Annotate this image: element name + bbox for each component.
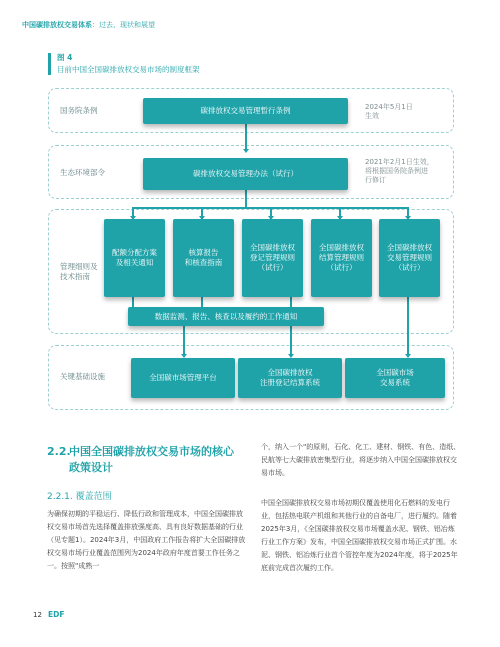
running-header [22,20,155,30]
allocation-plan-box: 配额分配方案 及相关通知 [104,219,165,297]
figure-caption: 目前中国全国碳排放权交易市场的制度框架 [57,65,200,74]
body-paragraph-right-2: 中国全国碳排放权交易市场初期仅覆盖使用化石燃料的发电行业，包括热电联产机组和其他行业的自备电厂，进行履约。随着2025年3月，《全国碳排放权交易市场覆盖水泥、钢铁、铝冶炼行业工作方案》发布，中国全国碳排放权交易市场正式扩围。水泥、钢铁、铝冶炼行业首个管控年度为2024年度，将于2025年底前完成首次履约工作。 [261,499,458,572]
subsection-heading: 2.2.1. 覆盖范围 [47,492,112,502]
figure-accent-bar [48,53,51,75]
section-title-line2: 政策设计 [69,461,113,474]
accounting-verification-box: 核算报告 和核查指南 [173,219,234,297]
body-paragraph-right-1: 个，纳入一个"的原则，石化、化工、建材、钢铁、有色、造纸、民航等七大碳排放密集型行业，将逐步纳入中国全国碳排放权交易市场。 [261,443,461,477]
regulation-effective-note: 2024年5月1日 生效 [365,103,413,120]
trading-rules-box: 全国碳排放权 交易管理规则 （试行） [379,219,440,297]
section-heading [47,444,257,476]
figure-label: 图 4 [57,53,73,62]
monitoring-notice-box: 数据监测、报告、核查以及履约的工作通知 [128,307,324,326]
row-label-infrastructure: 关键基础设施 [60,372,105,381]
section-number: 2.2. [47,445,71,458]
section-title-line1: 中国全国碳排放权交易市场的核心 [69,445,234,458]
connector-allocation-to-monitoring [132,297,134,307]
connector-monitoring-to-platform [183,326,185,356]
trading-system-box: 全国碳市场 交易系统 [345,358,445,398]
administrative-measures-note: 2021年2月1日生效， 将根据国务院条例进 行修订 [365,158,434,184]
connector-trading-to-trading-system [407,297,409,356]
row-label-state-council: 国务院条例 [60,106,98,115]
running-header-rest: ：过去、现状和展望 [92,21,155,29]
brand-logo: EDF [48,610,65,619]
connector-accounting-to-monitoring [201,297,203,307]
running-header-bold: 中国碳排放权交易体系 [22,21,92,29]
connector-rules-to-registry-system [290,297,292,356]
body-paragraph-left: 为确保初期的平稳运行、降低行政和管理成本，中国全国碳排放权交易市场首先选择覆盖排放强度高、具有良好数据基础的行业（见专题1）。2024年3月，中国政府工作报告将扩大全国碳排放权交易市场行业覆盖范围列为2024年政府年度首要工作任务之一。按照"成熟一 [47,510,246,570]
administrative-measures-box: 碳排放权交易管理办法（试行） [143,158,348,190]
regulation-box: 碳排放权交易管理暂行条例 [143,98,348,124]
connector-regulation-to-measures [245,124,247,151]
row-label-guidelines: 管理细则及 技术指南 [60,262,98,281]
connector-measures-down [245,190,247,208]
settlement-rules-box: 全国碳排放权 结算管理规则 （试行） [311,219,372,297]
row-label-mee-order: 生态环境部令 [60,168,105,177]
arrow-head [243,149,249,153]
registry-settlement-system-box: 全国碳排放权 注册登记结算系统 [238,358,342,398]
registry-rules-box: 全国碳排放权 登记管理规则 （试行） [242,219,303,297]
page-number: 12 [33,611,42,619]
management-platform-box: 全国碳市场管理平台 [131,358,235,398]
